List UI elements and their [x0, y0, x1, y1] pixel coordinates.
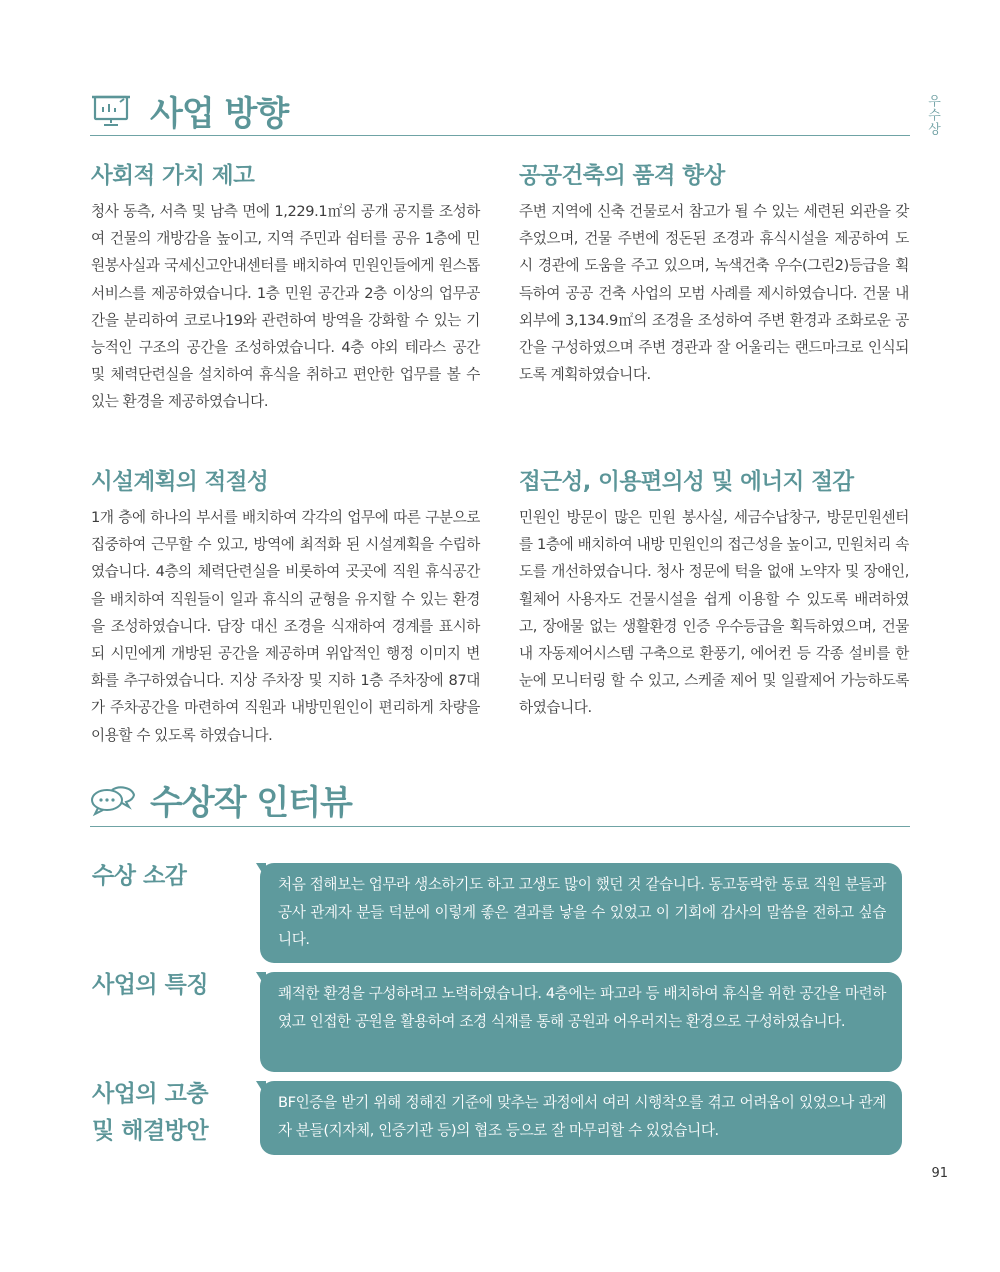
interview-label-difficulties: 사업의 고충 및 해결방안 [92, 1081, 209, 1144]
paragraph-social-value: 청사 동측, 서측 및 남측 면에 1,229.1㎡의 공개 공지를 조성하여 건물의 개방감을 높이고, 지역 주민과 쉼터를 공유 1층에 민원봉사실과 국세신고안내센터를 배치하여 민원인들에게 원스톱 서비스를 제공하였습니다. 1층 민원 공간과 2층 이상의 업무공간을 분리하여 코로나19와 관련하여 방역을 강화할 수 있는 기능적인 구조의 공간을 조성하였습니다. 4층 야외 테라스 공간 및 체력단련실을 설치하여 휴식을 취하고 편안한 업무를 볼 수 있는 환경을 제공하였습니다. [91, 203, 480, 411]
subheading-facility-planning: 시설계획의 적절성 [91, 469, 269, 495]
section-divider [90, 135, 910, 136]
interview-answer-features: 쾌적한 환경을 구성하려고 노력하였습니다. 4층에는 파고라 등 배치하여 휴식을 위한 공간을 마련하였고 인접한 공원을 활용하여 조경 식재를 통해 공원과 어우러지는 환경으로 구성하였습니다. [260, 972, 902, 1072]
paragraph-public-architecture: 주변 지역에 신축 건물로서 참고가 될 수 있는 세련된 외관을 갖추었으며, 건물 주변에 정돈된 조경과 휴식시설을 제공하여 도시 경관에 도움을 주고 있으며, 녹색건축 우수(그린2)등급을 획득하여 공공 건축 사업의 모범 사례를 제시하였습니다. 건물 내외부에 3,134.9㎡의 조경을 조성하여 주변 환경과 조화로운 공간을 구성하였으며 주변 경관과 잘 어울리는 랜드마크로 인식되도록 계획하였습니다. [519, 203, 909, 384]
paragraph-facility-planning: 1개 층에 하나의 부서를 배치하여 각각의 업무에 따른 구분으로 집중하여 근무할 수 있고, 방역에 최적화 된 시설계획을 수립하였습니다. 4층의 체력단련실을 비롯하여 곳곳에 직원 휴식공간을 배치하여 직원들이 일과 휴식의 균형을 유지할 수 있는 환경을 조성하였습니다. 담장 대신 조경을 식재하여 경계를 표시하되 시민에게 개방된 공간을 제공하며 위압적인 행정 이미지 변화를 추구하였습니다. 지상 주차장 및 지하 1층 주차장에 87대가 주차공간을 마련하여 직원과 내방민원인이 편리하게 차량을 이용할 수 있도록 하였습니다. [91, 509, 480, 744]
presentation-board-icon [90, 92, 132, 128]
interview-answer-award-thoughts: 처음 접해보는 업무라 생소하기도 하고 고생도 많이 했던 것 같습니다. 동고동락한 동료 직원 분들과 공사 관계자 분들 덕분에 이렇게 좋은 결과를 낳을 수 있었고 이 기회에 감사의 말씀을 전하고 싶습니다. [260, 863, 902, 963]
speech-bubbles-icon [90, 781, 136, 817]
interview-answer-difficulties: BF인증을 받기 위해 정해진 기준에 맞추는 과정에서 여러 시행착오를 겪고 어려움이 있었으나 관계자 분들(지자체, 인증기관 등)의 협조 등으로 잘 마무리할 수 있었습니다. [260, 1081, 902, 1155]
section-title-interview: 수상작 인터뷰 [150, 783, 352, 823]
interview-label-award-thoughts: 수상 소감 [92, 863, 187, 889]
section-divider [90, 826, 910, 827]
subheading-public-architecture: 공공건축의 품격 향상 [519, 163, 725, 189]
interview-label-features: 사업의 특징 [92, 972, 209, 998]
subheading-social-value: 사회적 가치 제고 [91, 163, 255, 189]
section-title-business-direction: 사업 방향 [150, 94, 289, 134]
page-number: 91 [931, 1166, 948, 1181]
paragraph-accessibility: 민원인 방문이 많은 민원 봉사실, 세금수납창구, 방문민원센터를 1층에 배치하여 내방 민원인의 접근성을 높이고, 민원처리 속도를 개선하였습니다. 청사 정문에 턱을 없애 노약자 및 장애인, 휠체어 사용자도 건물시설을 쉽게 이용할 수 있도록 배려하였고, 장애물 없는 생활환경 인증 우수등급을 획득하였으며, 건물내 자동제어시스템 구축으로 환풍기, 에어컨 등 각종 설비를 한눈에 모니터링 할 수 있고, 스케줄 제어 및 일괄제어 가능하도록 하였습니다. [519, 509, 909, 717]
section-header-interview [90, 775, 910, 829]
side-tab-label: 우수상 [925, 94, 940, 136]
section-header-business-direction [90, 86, 910, 138]
subheading-accessibility: 접근성, 이용편의성 및 에너지 절감 [519, 469, 854, 495]
